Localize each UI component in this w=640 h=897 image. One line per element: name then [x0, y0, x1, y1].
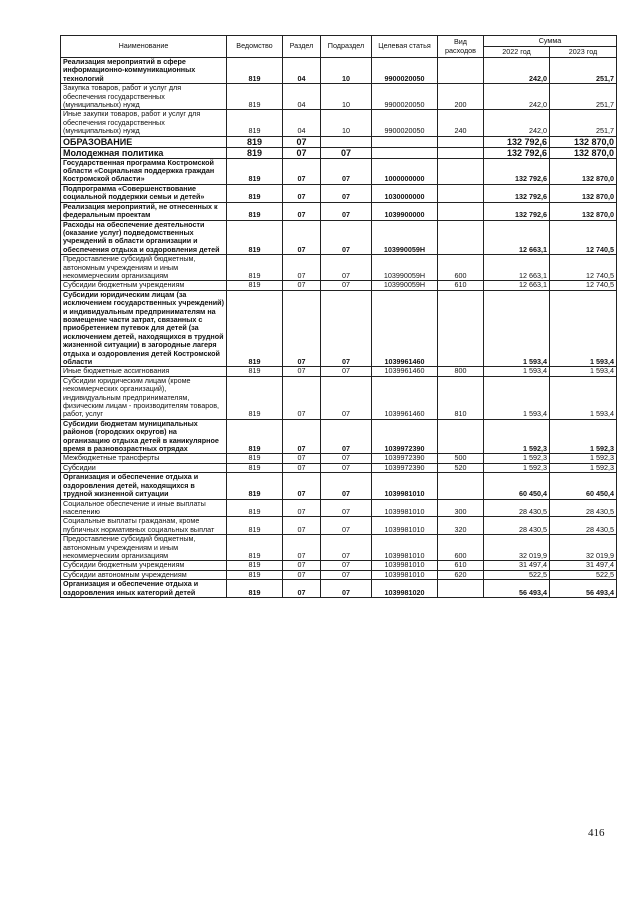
cell-sum-2022: 28 430,5	[484, 499, 550, 517]
cell-name: Субсидии	[61, 463, 227, 472]
table-row	[61, 473, 617, 499]
cell-dept: 819	[227, 535, 283, 561]
header-expense-type: Вид расходов	[438, 36, 484, 58]
table-body	[61, 58, 617, 598]
cell-sum-2023: 60 450,4	[550, 473, 617, 499]
cell-dept: 819	[227, 454, 283, 463]
cell-section: 07	[283, 580, 321, 598]
cell-sum-2023: 1 592,3	[550, 419, 617, 454]
cell-sum-2022: 31 497,4	[484, 561, 550, 570]
cell-name: Государственная программа Костромской области «Социальная поддержка граждан Костромской области»	[61, 158, 227, 184]
cell-sum-2023: 1 593,4	[550, 376, 617, 419]
cell-expense-type	[438, 580, 484, 598]
cell-name: Предоставление субсидий бюджетным, автономным учреждениям и иным некоммерческим организациям	[61, 535, 227, 561]
cell-expense-type	[438, 58, 484, 84]
cell-dept: 819	[227, 419, 283, 454]
cell-name: Организация и обеспечение отдыха и оздоровления детей, находящихся в трудной жизненной ситуации	[61, 473, 227, 499]
cell-subsection: 10	[321, 58, 372, 84]
cell-expense-type	[438, 473, 484, 499]
cell-name: Субсидии автономным учреждениям	[61, 570, 227, 579]
cell-section: 07	[283, 473, 321, 499]
cell-target: 103990059Н	[372, 281, 438, 290]
cell-sum-2022: 132 792,6	[484, 136, 550, 147]
cell-section: 07	[283, 255, 321, 281]
cell-target: 9900020050	[372, 84, 438, 110]
cell-target: 1039961460	[372, 290, 438, 367]
cell-sum-2023: 1 592,3	[550, 454, 617, 463]
cell-dept: 819	[227, 499, 283, 517]
cell-target: 1039981010	[372, 517, 438, 535]
table-row	[61, 58, 617, 84]
cell-sum-2023: 56 493,4	[550, 580, 617, 598]
table-row	[61, 255, 617, 281]
cell-sum-2022: 12 663,1	[484, 255, 550, 281]
header-subsection: Подраздел	[321, 36, 372, 58]
cell-subsection: 07	[321, 499, 372, 517]
cell-dept: 819	[227, 561, 283, 570]
table-row	[61, 281, 617, 290]
cell-target: 103990059Н	[372, 220, 438, 255]
cell-sum-2023: 132 870,0	[550, 136, 617, 147]
cell-subsection: 07	[321, 535, 372, 561]
cell-target: 9900020050	[372, 110, 438, 136]
cell-target: 1039972390	[372, 419, 438, 454]
cell-subsection: 10	[321, 84, 372, 110]
table-row	[61, 580, 617, 598]
cell-name: Социальное обеспечение и иные выплаты населению	[61, 499, 227, 517]
cell-subsection: 07	[321, 570, 372, 579]
cell-dept: 819	[227, 58, 283, 84]
table-row	[61, 499, 617, 517]
cell-target: 1039972390	[372, 454, 438, 463]
cell-name: Субсидии юридическим лицам (кроме некоммерческих организаций), индивидуальным предпринимателям, физическим лицам - производителям товаров, работ, услуг	[61, 376, 227, 419]
cell-dept: 819	[227, 517, 283, 535]
table-row	[61, 290, 617, 367]
cell-sum-2022: 242,0	[484, 58, 550, 84]
cell-subsection: 07	[321, 517, 372, 535]
cell-target: 1039972390	[372, 463, 438, 472]
cell-expense-type	[438, 220, 484, 255]
cell-sum-2022: 60 450,4	[484, 473, 550, 499]
cell-dept: 819	[227, 158, 283, 184]
cell-expense-type: 200	[438, 84, 484, 110]
cell-sum-2023: 251,7	[550, 58, 617, 84]
cell-section: 07	[283, 517, 321, 535]
cell-sum-2022: 132 792,6	[484, 158, 550, 184]
cell-name: Межбюджетные трансферты	[61, 454, 227, 463]
cell-section: 07	[283, 290, 321, 367]
cell-target: 1039981020	[372, 580, 438, 598]
cell-subsection: 07	[321, 463, 372, 472]
cell-sum-2023: 28 430,5	[550, 517, 617, 535]
cell-name: Расходы на обеспечение деятельности (оказание услуг) подведомственных учреждений в области организации и обеспечения отдыха и оздоровления детей	[61, 220, 227, 255]
cell-sum-2023: 1 593,4	[550, 290, 617, 367]
cell-subsection: 07	[321, 376, 372, 419]
cell-target: 1039900000	[372, 202, 438, 220]
cell-subsection	[321, 136, 372, 147]
cell-name: Подпрограмма «Совершенствование социальной поддержки семьи и детей»	[61, 184, 227, 202]
cell-dept: 819	[227, 281, 283, 290]
cell-sum-2023: 251,7	[550, 84, 617, 110]
cell-expense-type	[438, 184, 484, 202]
cell-name: Закупка товаров, работ и услуг для обеспечения государственных (муниципальных) нужд	[61, 84, 227, 110]
table-row	[61, 561, 617, 570]
cell-name: Молодежная политика	[61, 147, 227, 158]
cell-name: Иные бюджетные ассигнования	[61, 367, 227, 376]
cell-sum-2022: 12 663,1	[484, 281, 550, 290]
cell-target: 1039981010	[372, 535, 438, 561]
cell-target: 9900020050	[372, 58, 438, 84]
cell-dept: 819	[227, 473, 283, 499]
cell-expense-type	[438, 202, 484, 220]
cell-dept: 819	[227, 147, 283, 158]
cell-section: 04	[283, 58, 321, 84]
cell-expense-type	[438, 290, 484, 367]
cell-section: 07	[283, 419, 321, 454]
cell-subsection: 07	[321, 184, 372, 202]
cell-subsection: 07	[321, 202, 372, 220]
cell-sum-2022: 1 593,4	[484, 290, 550, 367]
cell-section: 07	[283, 184, 321, 202]
cell-name: Субсидии бюджетным учреждениям	[61, 281, 227, 290]
table-row	[61, 158, 617, 184]
cell-expense-type: 500	[438, 454, 484, 463]
cell-target	[372, 147, 438, 158]
table-row	[61, 147, 617, 158]
table-row	[61, 454, 617, 463]
cell-sum-2023: 132 870,0	[550, 158, 617, 184]
cell-name: Организация и обеспечение отдыха и оздоровления иных категорий детей	[61, 580, 227, 598]
header-sum: Сумма	[484, 36, 617, 47]
cell-expense-type: 620	[438, 570, 484, 579]
cell-subsection: 07	[321, 561, 372, 570]
cell-expense-type: 600	[438, 535, 484, 561]
cell-sum-2022: 32 019,9	[484, 535, 550, 561]
cell-sum-2023: 132 870,0	[550, 184, 617, 202]
cell-expense-type: 610	[438, 281, 484, 290]
cell-section: 07	[283, 147, 321, 158]
cell-section: 07	[283, 499, 321, 517]
cell-expense-type	[438, 147, 484, 158]
cell-target: 1000000000	[372, 158, 438, 184]
cell-expense-type	[438, 136, 484, 147]
cell-expense-type: 800	[438, 367, 484, 376]
cell-sum-2023: 12 740,5	[550, 255, 617, 281]
cell-sum-2023: 12 740,5	[550, 220, 617, 255]
table-header	[61, 36, 617, 58]
cell-expense-type: 240	[438, 110, 484, 136]
cell-section: 07	[283, 367, 321, 376]
cell-subsection: 07	[321, 290, 372, 367]
cell-sum-2023: 522,5	[550, 570, 617, 579]
cell-sum-2022: 522,5	[484, 570, 550, 579]
cell-section: 07	[283, 463, 321, 472]
cell-name: Субсидии бюджетам муниципальных районов (городских округов) на организацию отдыха детей в каникулярное время в разновозрастных отрядах	[61, 419, 227, 454]
cell-section: 07	[283, 202, 321, 220]
cell-target	[372, 136, 438, 147]
cell-section: 04	[283, 84, 321, 110]
cell-name: Реализация мероприятий в сфере информационно-коммуникационных технологий	[61, 58, 227, 84]
cell-subsection: 07	[321, 580, 372, 598]
cell-sum-2023: 28 430,5	[550, 499, 617, 517]
table-row	[61, 184, 617, 202]
cell-expense-type: 520	[438, 463, 484, 472]
cell-section: 07	[283, 281, 321, 290]
cell-sum-2023: 132 870,0	[550, 202, 617, 220]
header-target: Целевая статья	[372, 36, 438, 58]
cell-name: Социальные выплаты гражданам, кроме публичных нормативных социальных выплат	[61, 517, 227, 535]
cell-section: 07	[283, 570, 321, 579]
cell-subsection: 07	[321, 147, 372, 158]
cell-target: 1030000000	[372, 184, 438, 202]
cell-dept: 819	[227, 184, 283, 202]
cell-dept: 819	[227, 255, 283, 281]
cell-section: 07	[283, 136, 321, 147]
cell-dept: 819	[227, 220, 283, 255]
cell-dept: 819	[227, 570, 283, 579]
cell-subsection: 07	[321, 419, 372, 454]
cell-sum-2022: 242,0	[484, 110, 550, 136]
header-year-2023: 2023 год	[550, 47, 617, 58]
cell-subsection: 07	[321, 220, 372, 255]
cell-sum-2023: 32 019,9	[550, 535, 617, 561]
table-row	[61, 136, 617, 147]
table-row	[61, 110, 617, 136]
header-name: Наименование	[61, 36, 227, 58]
cell-sum-2022: 132 792,6	[484, 184, 550, 202]
cell-sum-2022: 1 593,4	[484, 376, 550, 419]
cell-target: 1039981010	[372, 570, 438, 579]
table-row	[61, 376, 617, 419]
cell-sum-2022: 132 792,6	[484, 147, 550, 158]
cell-expense-type: 600	[438, 255, 484, 281]
cell-name: Субсидии юридическим лицам (за исключением государственных учреждений) и индивидуальным предпринимателям на возмещение части затрат, связанных с приобретением путевок для детей (за исключением детей, находящихся в трудной жизненной ситуации) в загородные лагеря отдыха и оздоровления детей Костромской области	[61, 290, 227, 367]
cell-section: 07	[283, 535, 321, 561]
table-row	[61, 517, 617, 535]
cell-target: 103990059Н	[372, 255, 438, 281]
cell-expense-type: 610	[438, 561, 484, 570]
cell-subsection: 07	[321, 255, 372, 281]
cell-sum-2023: 132 870,0	[550, 147, 617, 158]
cell-target: 1039961460	[372, 367, 438, 376]
cell-subsection: 07	[321, 367, 372, 376]
page-number: 416	[588, 827, 605, 839]
cell-dept: 819	[227, 580, 283, 598]
cell-section: 07	[283, 158, 321, 184]
cell-sum-2022: 12 663,1	[484, 220, 550, 255]
cell-subsection: 10	[321, 110, 372, 136]
cell-sum-2023: 251,7	[550, 110, 617, 136]
header-dept: Ведомство	[227, 36, 283, 58]
table-row	[61, 367, 617, 376]
cell-name: ОБРАЗОВАНИЕ	[61, 136, 227, 147]
header-year-2022: 2022 год	[484, 47, 550, 58]
cell-target: 1039981010	[372, 561, 438, 570]
cell-sum-2022: 1 592,3	[484, 419, 550, 454]
cell-expense-type	[438, 158, 484, 184]
header-section: Раздел	[283, 36, 321, 58]
cell-sum-2022: 132 792,6	[484, 202, 550, 220]
cell-target: 1039961460	[372, 376, 438, 419]
cell-section: 07	[283, 220, 321, 255]
cell-section: 07	[283, 376, 321, 419]
table-row	[61, 535, 617, 561]
table-row	[61, 84, 617, 110]
budget-table	[60, 35, 617, 598]
cell-sum-2023: 12 740,5	[550, 281, 617, 290]
table-row	[61, 419, 617, 454]
cell-sum-2022: 28 430,5	[484, 517, 550, 535]
cell-subsection: 07	[321, 158, 372, 184]
cell-sum-2023: 1 593,4	[550, 367, 617, 376]
cell-expense-type: 300	[438, 499, 484, 517]
cell-sum-2022: 1 593,4	[484, 367, 550, 376]
cell-name: Предоставление субсидий бюджетным, автономным учреждениям и иным некоммерческим организациям	[61, 255, 227, 281]
cell-expense-type	[438, 419, 484, 454]
cell-subsection: 07	[321, 473, 372, 499]
cell-expense-type: 320	[438, 517, 484, 535]
cell-dept: 819	[227, 202, 283, 220]
cell-name: Иные закупки товаров, работ и услуг для обеспечения государственных (муниципальных) нужд	[61, 110, 227, 136]
cell-expense-type: 810	[438, 376, 484, 419]
cell-target: 1039981010	[372, 499, 438, 517]
cell-section: 07	[283, 561, 321, 570]
cell-section: 04	[283, 110, 321, 136]
cell-dept: 819	[227, 367, 283, 376]
cell-sum-2022: 1 592,3	[484, 454, 550, 463]
cell-name: Реализация мероприятий, не отнесенных к федеральным проектам	[61, 202, 227, 220]
table-row	[61, 220, 617, 255]
cell-sum-2022: 56 493,4	[484, 580, 550, 598]
cell-sum-2022: 242,0	[484, 84, 550, 110]
cell-dept: 819	[227, 463, 283, 472]
cell-dept: 819	[227, 110, 283, 136]
cell-target: 1039981010	[372, 473, 438, 499]
cell-dept: 819	[227, 84, 283, 110]
cell-section: 07	[283, 454, 321, 463]
cell-subsection: 07	[321, 281, 372, 290]
cell-dept: 819	[227, 136, 283, 147]
cell-dept: 819	[227, 376, 283, 419]
table-row	[61, 202, 617, 220]
cell-sum-2023: 1 592,3	[550, 463, 617, 472]
cell-sum-2023: 31 497,4	[550, 561, 617, 570]
cell-name: Субсидии бюджетным учреждениям	[61, 561, 227, 570]
cell-sum-2022: 1 592,3	[484, 463, 550, 472]
cell-dept: 819	[227, 290, 283, 367]
cell-subsection: 07	[321, 454, 372, 463]
